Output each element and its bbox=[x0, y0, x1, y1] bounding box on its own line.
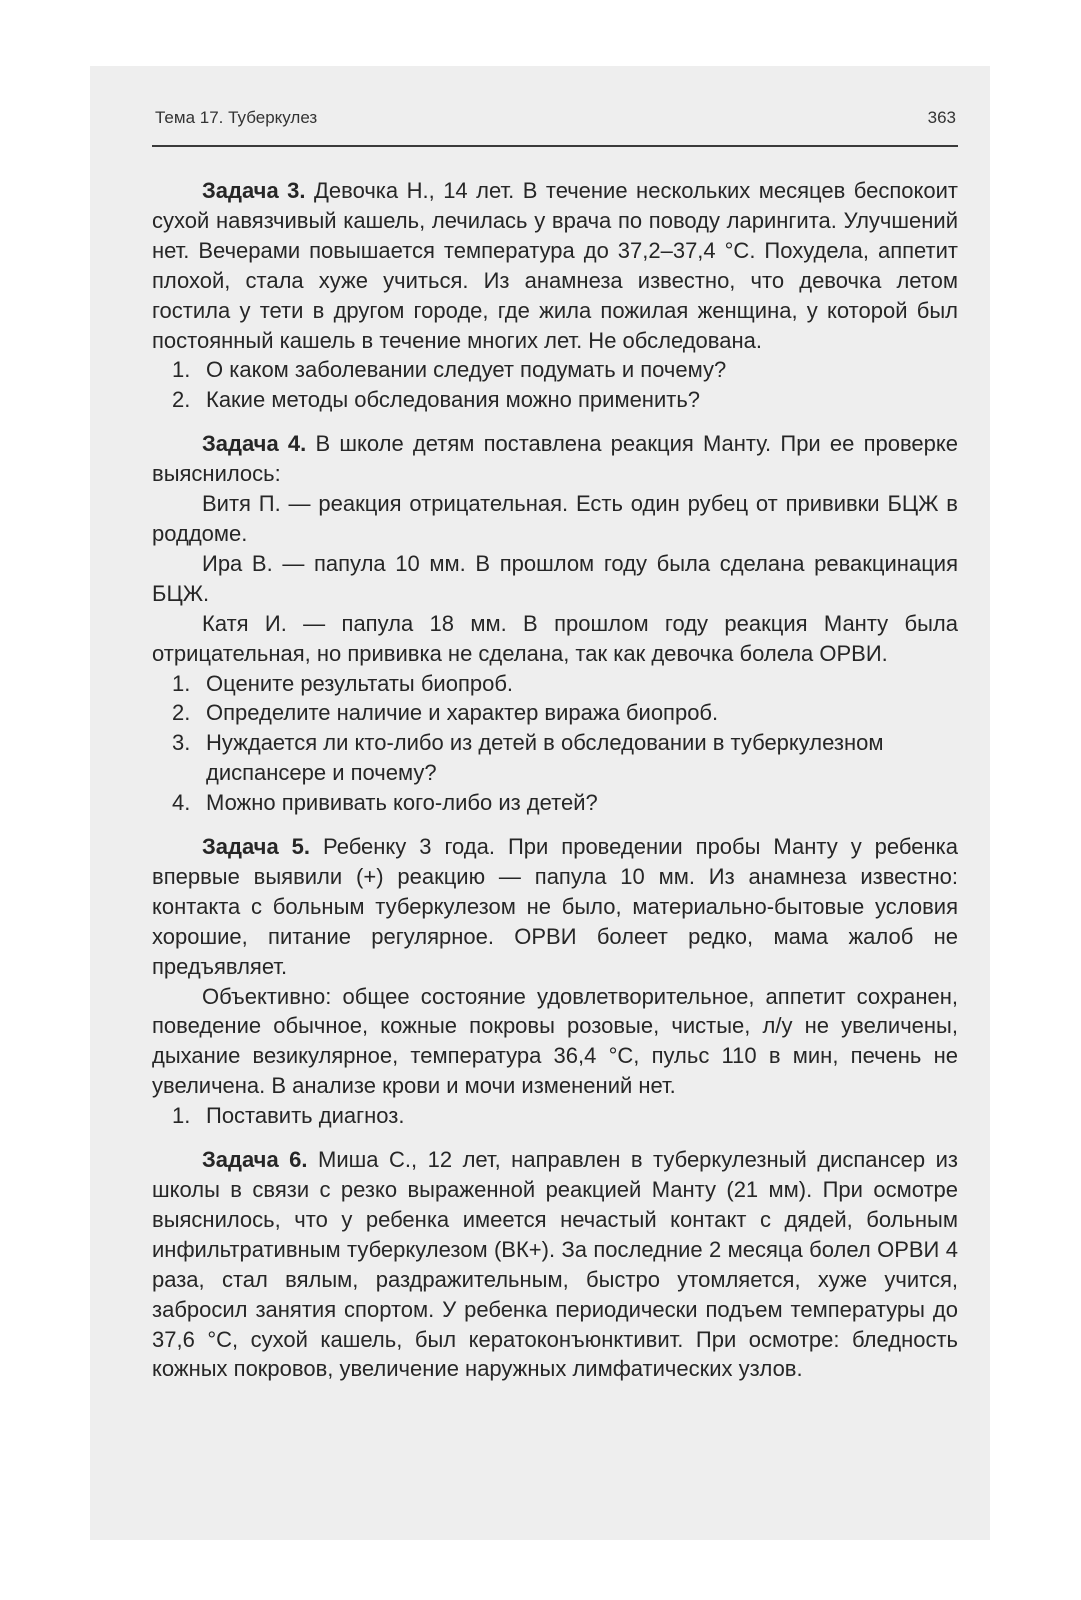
question-number: 1. bbox=[172, 670, 191, 696]
task-paragraph bbox=[152, 1145, 958, 1384]
question-item bbox=[152, 1101, 958, 1131]
task-4 bbox=[152, 429, 958, 818]
chapter-title: Тема 17. Туберкулез bbox=[155, 108, 318, 127]
task-paragraph: Объективно: общее состояние удовлетворительное, аппетит сохранен, поведение обычное, кожные покровы розовые, чистые, л/у не увеличены, дыхание везикулярное, температура 36,4 °C, пульс 110 в мин, печень не увеличена. В анализе крови и мочи изменений нет. bbox=[152, 983, 958, 1099]
question-text: Поставить диагноз. bbox=[206, 1103, 405, 1129]
task-paragraph bbox=[152, 832, 958, 982]
question-text: Определите наличие и характер виража биопроб. bbox=[206, 700, 719, 726]
task-text: Ребенку 3 года. При проведении пробы Манту у ребенка впервые выявили (+) реакцию — папула 10 мм. Из анамнеза известно: контакта с больным туберкулезом не было, материально-бытовые условия хорошие, питание регулярное. ОРВИ болеет редко, мама жалоб не предъявляет. bbox=[152, 834, 958, 979]
task-paragraph: Витя П. — реакция отрицательная. Есть один рубец от прививки БЦЖ в роддоме. bbox=[152, 491, 958, 546]
question-number: 1. bbox=[172, 1103, 191, 1129]
question-list bbox=[152, 355, 958, 415]
task-label: Задача 3. bbox=[202, 178, 306, 203]
header-rule bbox=[152, 145, 958, 147]
task-paragraph bbox=[152, 429, 958, 489]
question-number: 4. bbox=[172, 790, 191, 816]
task-text: В школе детям поставлена реакция Манту. При ее проверке выяснилось: bbox=[152, 431, 959, 487]
book-page bbox=[90, 66, 990, 1540]
question-text: Нуждается ли кто-либо из детей в обследовании в туберкулезном диспансере и почему? bbox=[206, 730, 884, 786]
task-label: Задача 5. bbox=[202, 834, 311, 860]
task-text: Девочка Н., 14 лет. В течение нескольких месяцев беспокоит сухой навязчивый кашель, лечилась у врача по поводу ларингита. Улучшений нет. Вечерами повышается температура до 37,2–37,4 °C. Похудела, аппетит плохой, стала хуже учиться. Из анамнеза известно, что девочка летом гостила у тети в другом городе, где жила пожилая женщина, у которой был постоянный кашель в течение многих лет. Не обследована. bbox=[152, 178, 958, 353]
question-item bbox=[152, 728, 958, 788]
task-5 bbox=[152, 832, 958, 1131]
question-item bbox=[152, 698, 958, 728]
page-content bbox=[152, 176, 958, 1384]
task-label: Задача 6. bbox=[202, 1147, 308, 1173]
question-number: 3. bbox=[172, 730, 191, 756]
question-list bbox=[152, 669, 958, 819]
task-label: Задача 4. bbox=[202, 431, 307, 457]
page-number: 363 bbox=[927, 108, 956, 127]
question-number: 2. bbox=[172, 387, 191, 413]
question-number: 1. bbox=[172, 357, 191, 383]
task-paragraph bbox=[152, 176, 958, 355]
task-paragraph: Ира В. — папула 10 мм. В прошлом году была сделана ревакцинация БЦЖ. bbox=[152, 550, 958, 606]
task-3 bbox=[152, 176, 958, 415]
task-paragraph: Катя И. — папула 18 мм. В прошлом году реакция Манту была отрицательная, но прививка не сделана, так как девочка болела ОРВИ. bbox=[152, 610, 958, 666]
task-6 bbox=[152, 1145, 958, 1384]
question-item bbox=[152, 385, 958, 415]
running-head bbox=[155, 108, 956, 130]
question-text: Оцените результаты биопроб. bbox=[206, 670, 514, 696]
question-text: О каком заболевании следует подумать и почему? bbox=[206, 357, 727, 383]
question-item bbox=[152, 669, 958, 699]
task-text: Миша С., 12 лет, направлен в туберкулезный диспансер из школы в связи с резко выраженной реакцией Манту (21 мм). При осмотре выяснилось, что у ребенка имеется нечастый контакт с дядей, больным инфильтративным туберкулезом (ВК+). За последние 2 месяца болел ОРВИ 4 раза, стал вялым, раздражительным, быстро утомляется, хуже учится, забросил занятия спортом. У ребенка периодически подъем температуры до 37,6 °C, сухой кашель, был кератоконъюнктивит. При осмотре: бледность кожных покровов, увеличение наружных лимфатических узлов. bbox=[152, 1147, 958, 1382]
question-item bbox=[152, 355, 958, 385]
question-item bbox=[152, 788, 958, 818]
question-text: Можно прививать кого-либо из детей? bbox=[206, 790, 598, 816]
question-number: 2. bbox=[172, 700, 191, 726]
question-text: Какие методы обследования можно применить? bbox=[206, 387, 701, 413]
question-list bbox=[152, 1101, 958, 1131]
